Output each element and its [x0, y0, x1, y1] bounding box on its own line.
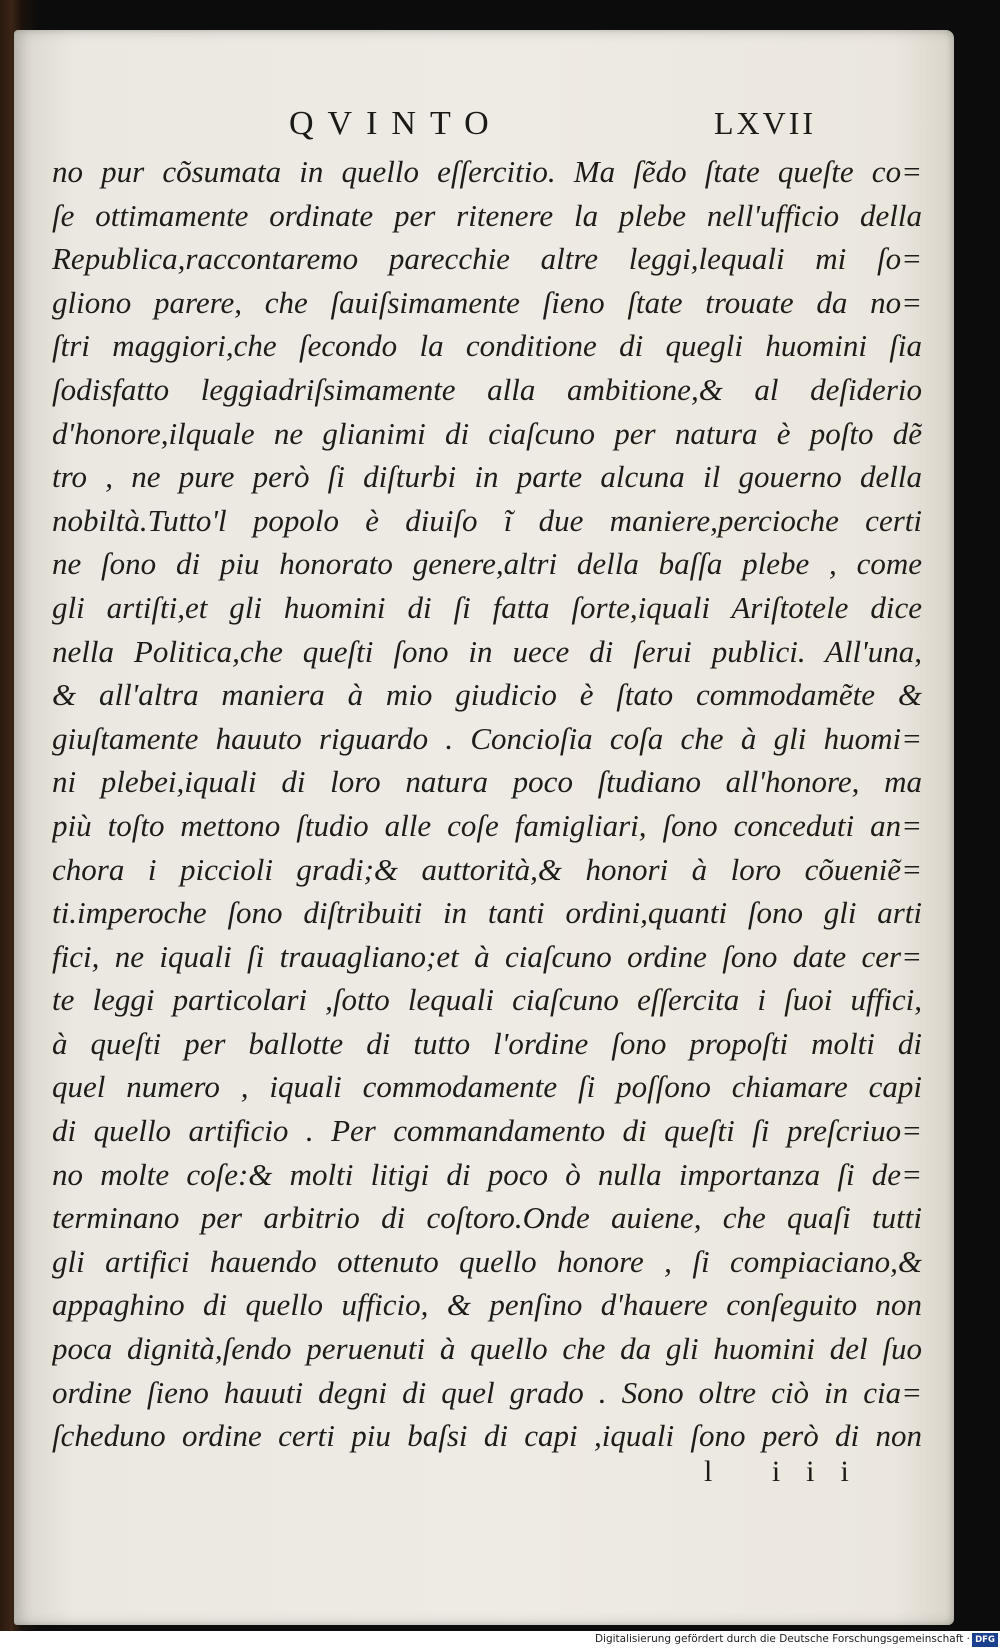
text-line: no molte coſe:& molti litigi di poco ò nulla importanza ſi de= [52, 1156, 922, 1192]
text-line: chora i piccioli gradi;& auttorità,& honori à loro cõueniẽ= [52, 851, 922, 887]
text-line: ne ſono di piu honorato genere,altri della baſſa plebe , come [52, 546, 922, 582]
text-line: nobiltà.Tutto'l popolo è diuiſo ĩ due maniere,percioche certi [52, 502, 922, 538]
text-line: ſtri maggiori,che ſecondo la conditione di quegli huomini ſia [52, 328, 922, 364]
digitization-footer [0, 1631, 1000, 1650]
text-line: no pur cõsumata in quello eſſercitio. Ma ſẽdo ſtate queſte co= [52, 154, 922, 189]
text-line: poca dignità,ſendo peruenuti à quello che da gli huomini del ſuo [52, 1331, 922, 1367]
text-line: Republica,raccontaremo parecchie altre leggi,lequali mi ſo= [52, 241, 922, 277]
text-line: tro , ne pure però ſi diſturbi in parte alcuna il gouerno della [52, 459, 922, 495]
text-line: quel numero , iquali commodamente ſi poſſono chiamare capi [52, 1069, 922, 1105]
text-line: ni plebei,iquali di loro natura poco ſtudiano all'honore, ma [52, 764, 922, 800]
running-head: QVINTO [289, 105, 503, 142]
signature-mark: l iii [704, 1455, 875, 1488]
text-line: terminano per arbitrio di coſtoro.Onde auiene, che quaſi tutti [52, 1200, 922, 1236]
text-line: gliono parere, che ſauiſsimamente ſieno ſtate trouate da no= [52, 284, 922, 320]
text-line: ſcheduno ordine certi piu baſsi di capi ,iquali ſono però di non [52, 1418, 922, 1454]
text-line: gli artiſti,et gli huomini di ſi fatta ſorte,iquali Ariſtotele dice [52, 589, 922, 625]
footer-credit: Digitalisierung gefördert durch die Deutsche Forschungsgemeinschaft · [594, 1633, 970, 1645]
folio-number: LXVII [714, 105, 817, 141]
book-page [14, 30, 954, 1625]
text-line: ſodisfatto leggiadriſsimamente alla ambitione,& al deſiderio [52, 371, 922, 407]
text-line: à queſti per ballotte di tutto l'ordine ſono propoſti molti di [52, 1025, 922, 1061]
text-line: di quello artificio . Per commandamento di queſti ſi preſcriuo= [52, 1113, 922, 1149]
text-line: giuſtamente hauuto riguardo . Concioſia coſa che à gli huomi= [52, 720, 922, 756]
dfg-logo: DFG [972, 1633, 998, 1647]
page-header [14, 105, 954, 145]
text-line: ſe ottimamente ordinate per ritenere la plebe nell'ufficio della [52, 197, 922, 233]
text-line: appaghino di quello ufficio, & penſino d'hauere conſeguito non [52, 1287, 922, 1323]
text-line: più toſto mettono ſtudio alle coſe famigliari, ſono conceduti an= [52, 807, 922, 843]
text-line: te leggi particolari ,ſotto lequali ciaſcuno eſſercita i ſuoi uffici, [52, 982, 922, 1018]
body-text [52, 150, 922, 1458]
text-line: gli artifici hauendo ottenuto quello honore , ſi compiaciano,& [52, 1243, 922, 1279]
text-line: & all'altra maniera à mio giudicio è ſtato commodamẽte & [52, 677, 922, 713]
text-line: ordine ſieno hauuti degni di quel grado . Sono oltre ciò in cia= [52, 1374, 922, 1410]
text-line: fici, ne iquali ſi trauagliano;et à ciaſcuno ordine ſono date cer= [52, 938, 922, 974]
text-line: ti.imperoche ſono diſtribuiti in tanti ordini,quanti ſono gli arti [52, 895, 922, 931]
text-line: d'honore,ilquale ne glianimi di ciaſcuno per natura è poſto dẽ [52, 415, 922, 451]
text-line: nella Politica,che queſti ſono in uece di ſerui publici. All'una, [52, 633, 922, 669]
